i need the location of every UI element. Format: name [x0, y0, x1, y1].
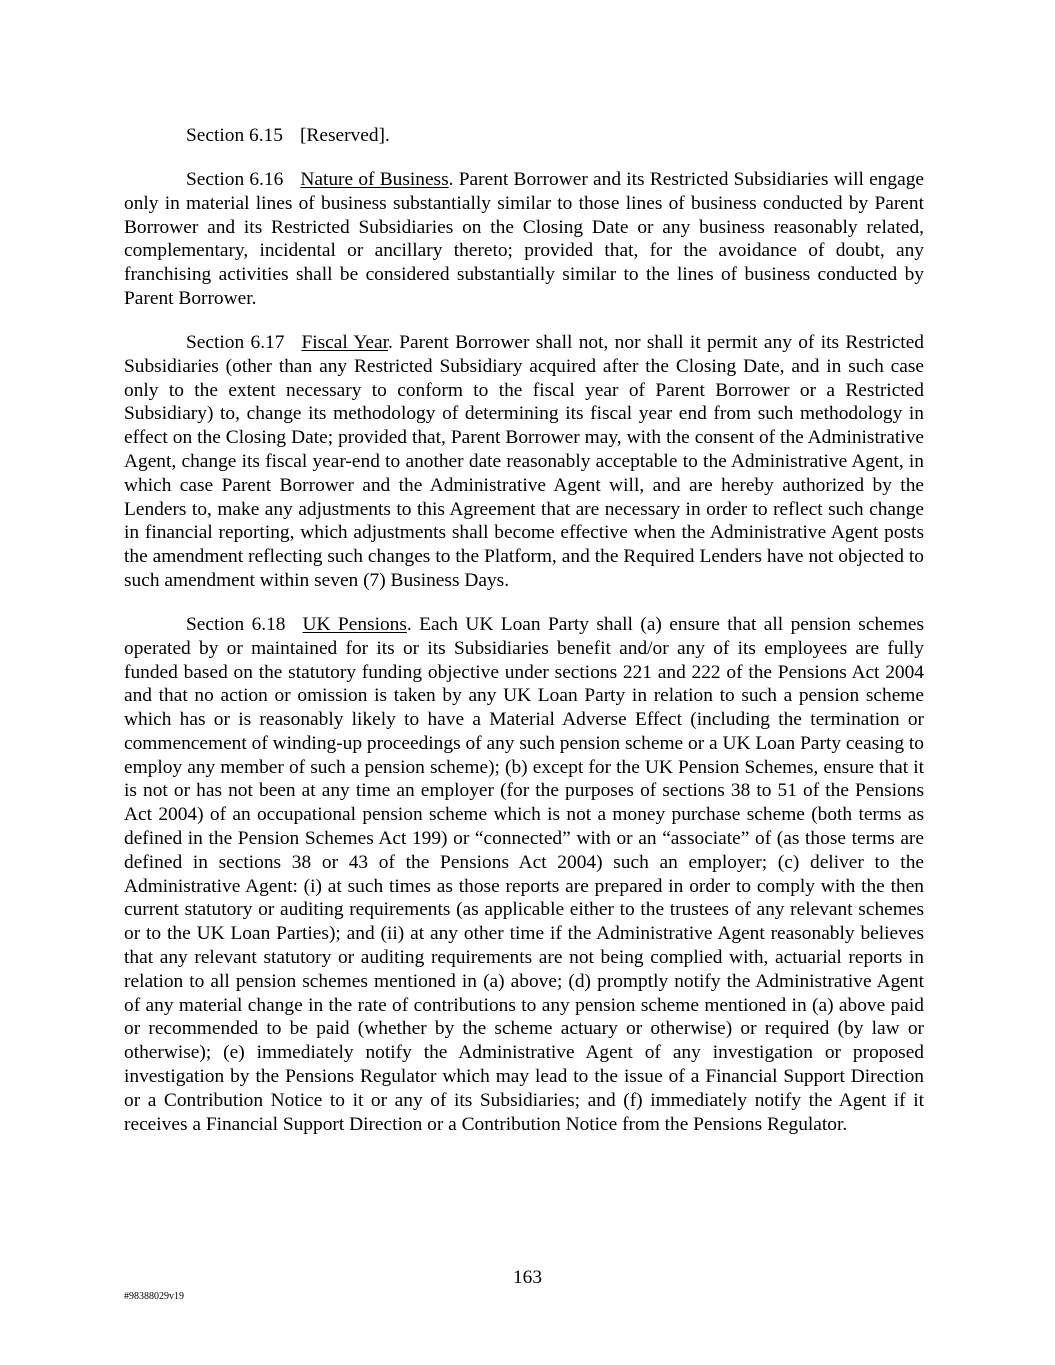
section-6-16 — [124, 168, 924, 311]
document-page — [124, 124, 924, 1157]
section-number: Section 6.18 — [186, 613, 286, 635]
section-number: Section 6.15 — [186, 125, 283, 146]
section-heading-suffix: . — [388, 331, 393, 353]
section-number: Section 6.16 — [186, 168, 284, 190]
section-heading: Nature of Business — [300, 168, 449, 190]
section-6-18 — [124, 613, 924, 1137]
section-text: Parent Borrower and its Restricted Subsidiaries will engage only in material lines of business substantially similar to those lines of business conducted by Parent Borrower and its Restricted Subsidiaries on the Closing Date or any business reasonably related, complementary, incidental or ancillary thereto; provided that, for the avoidance of doubt, any franchising activities shall be considered substantially similar to the lines of business conducted by Parent Borrower. — [124, 168, 924, 309]
section-text: Parent Borrower shall not, nor shall it permit any of its Restricted Subsidiaries (other than any Restricted Subsidiary acquired after the Closing Date, and in such case only to the extent necessary to conform to the fiscal year of Parent Borrower or a Restricted Subsidiary) to, change its methodology of determining its fiscal year end from such methodology in effect on the Closing Date; provided that, Parent Borrower may, with the consent of the Administrative Agent, change its fiscal year-end to another date reasonably acceptable to the Administrative Agent, in which case Parent Borrower and the Administrative Agent will, and are hereby authorized by the Lenders to, make any adjustments to this Agreement that are necessary in order to reflect such change in financial reporting, which adjustments shall become effective when the Administrative Agent posts the amendment reflecting such changes to the Platform, and the Required Lenders have not objected to such amendment within seven (7) Business Days. — [124, 331, 924, 591]
page-number: 163 — [512, 1267, 543, 1288]
document-id: #98388029v19 — [124, 1291, 184, 1302]
section-text: [Reserved]. — [299, 125, 390, 146]
section-number: Section 6.17 — [186, 331, 285, 353]
section-heading: UK Pensions — [302, 613, 407, 635]
section-text: Each UK Loan Party shall (a) ensure that all pension schemes operated by or maintained for its or its Subsidiaries benefit and/or any of its employees are fully funded based on the statutory funding objective under sections 221 and 222 of the Pensions Act 2004 and that no action or omission is taken by any UK Loan Party in relation to such a pension scheme which has or is reasonably likely to have a Material Adverse Effect (including the termination or commencement of winding-up proceedings of any such pension scheme or a UK Loan Party ceasing to employ any member of such a pension scheme); (b) except for the UK Pension Schemes, ensure that it is not or has not been at any time an employer (for the purposes of sections 38 to 51 of the Pensions Act 2004) of an occupational pension scheme which is not a money purchase scheme (both terms as defined in the Pension Schemes Act 199) or “connected” with or an “associate” of (as those terms are defined in sections 38 or 43 of the Pensions Act 2004) such an employer; (c) deliver to the Administrative Agent: (i) at such times as those reports are prepared in order to comply with the then current statutory or auditing requirements (as applicable either to the trustees of any relevant schemes or to the UK Loan Parties); and (ii) at any other time if the Administrative Agent reasonably believes that any relevant statutory or auditing requirements are not being complied with, actuarial reports in relation to all pension schemes mentioned in (a) above; (d) promptly notify the Administrative Agent of any material change in the rate of contributions to any pension scheme mentioned in (a) above paid or recommended to be paid (whether by the scheme actuary or otherwise) or required (by law or otherwise); (e) immediately notify the Administrative Agent of any investigation or proposed investigation by the Pensions Regulator which may lead to the issue of a Financial Support Direction or a Contribution Notice to it or any of its Subsidiaries; and (f) immediately notify the Agent if it receives a Financial Support Direction or a Contribution Notice from the Pensions Regulator. — [124, 613, 924, 1135]
section-heading: Fiscal Year — [301, 331, 389, 353]
section-heading-suffix: . — [406, 613, 412, 635]
section-6-17 — [124, 331, 924, 593]
section-heading-suffix: . — [448, 168, 454, 190]
section-6-15 — [124, 124, 924, 148]
